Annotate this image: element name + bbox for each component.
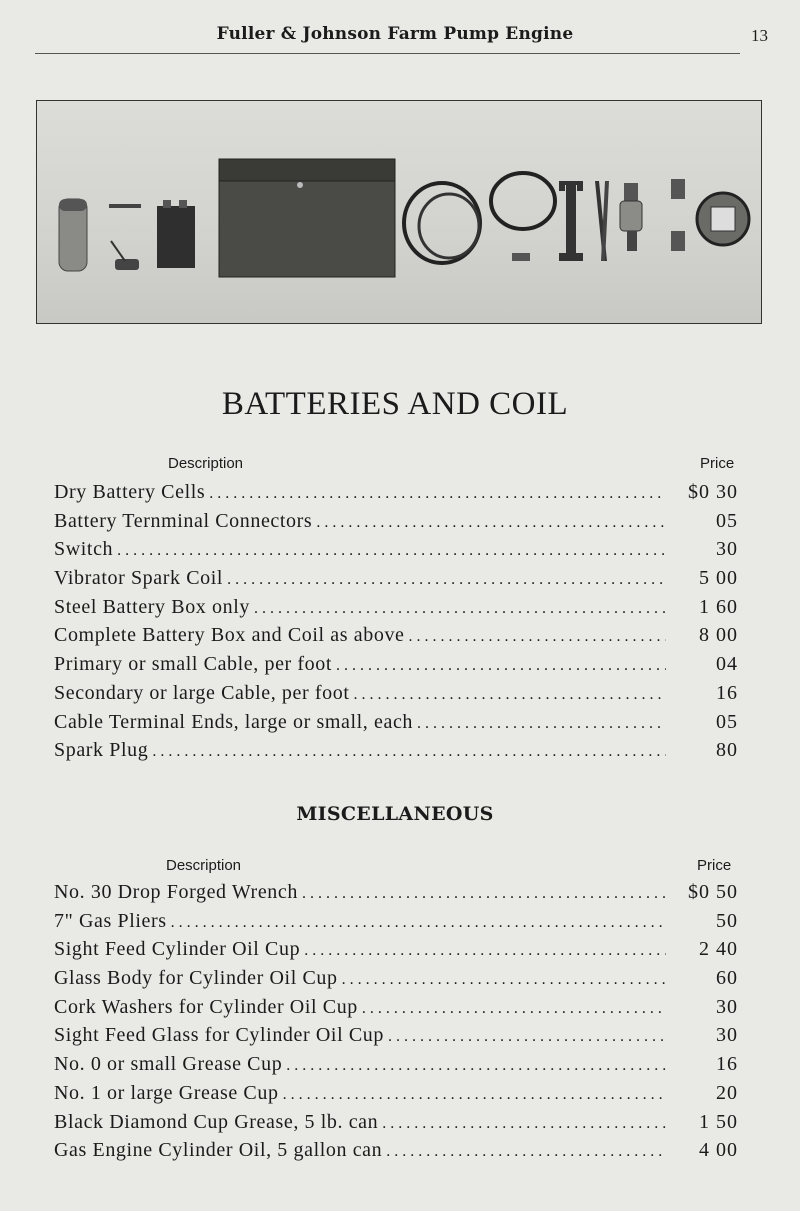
- miscellaneous-price-list: [54, 878, 744, 1165]
- item-price: 20: [716, 1081, 738, 1104]
- item-description: No. 1 or large Grease Cup . . .: [54, 1079, 666, 1109]
- list-item: [54, 621, 744, 650]
- page-header: [0, 22, 800, 50]
- list-item: [54, 878, 744, 907]
- item-price: 30: [716, 995, 738, 1018]
- item-price: 4 00: [699, 1139, 738, 1162]
- item-price: 30: [716, 1024, 738, 1047]
- list-item: [54, 1050, 744, 1079]
- page-number: 13: [751, 26, 768, 45]
- description-column-header: Description: [168, 455, 244, 472]
- description-column-header: Description: [166, 857, 242, 874]
- item-description: Dry Battery Cells . . .: [54, 478, 666, 508]
- item-price: 04: [716, 653, 738, 676]
- item-description: Secondary or large Cable, per foot . . .: [54, 679, 666, 709]
- item-description: Gas Engine Cylinder Oil, 5 gallon can . . .: [54, 1136, 666, 1166]
- item-price: $0 50: [688, 881, 738, 903]
- list-item: [54, 1021, 744, 1050]
- running-title: Fuller & Johnson Farm Pump Engine: [216, 24, 574, 44]
- price-column-header: Price: [697, 857, 732, 874]
- list-item: [54, 593, 744, 622]
- parts-illustration: [37, 101, 762, 324]
- parts-photograph: [36, 100, 762, 324]
- item-description: Cork Washers for Cylinder Oil Cup . . .: [54, 993, 666, 1023]
- item-price: 05: [716, 509, 738, 532]
- item-price: 8 00: [699, 624, 738, 647]
- item-description: Complete Battery Box and Coil as above . . .: [54, 621, 666, 651]
- item-description: No. 30 Drop Forged Wrench . . .: [54, 878, 666, 908]
- item-price: $0 30: [688, 481, 738, 503]
- item-description: Glass Body for Cylinder Oil Cup . . .: [54, 964, 666, 994]
- item-description: Sight Feed Cylinder Oil Cup . . .: [54, 935, 666, 965]
- list-item: [54, 679, 744, 708]
- item-price: 05: [716, 710, 738, 733]
- item-description: Black Diamond Cup Grease, 5 lb. can . . .: [54, 1108, 666, 1138]
- section-title-miscellaneous: MISCELLANEOUS: [296, 803, 494, 825]
- item-description: Switch . . .: [54, 535, 666, 565]
- item-price: 16: [716, 1053, 738, 1076]
- list-item: [54, 650, 744, 679]
- item-description: No. 0 or small Grease Cup . . .: [54, 1050, 666, 1080]
- item-description: 7" Gas Pliers . . .: [54, 907, 666, 937]
- item-description: Vibrator Spark Coil . . .: [54, 564, 666, 594]
- list-item: [54, 935, 744, 964]
- list-item: [54, 1079, 744, 1108]
- batteries-price-list: [54, 478, 744, 765]
- list-item: [54, 1108, 744, 1137]
- list-item: [54, 736, 744, 765]
- item-price: 50: [716, 909, 738, 932]
- list-item: [54, 964, 744, 993]
- item-description: Spark Plug . . .: [54, 736, 666, 766]
- list-item: [54, 1136, 744, 1165]
- item-price: 1 60: [699, 595, 738, 618]
- item-price: 1 50: [699, 1110, 738, 1133]
- list-item: [54, 564, 744, 593]
- list-item: [54, 993, 744, 1022]
- item-price: 80: [716, 739, 738, 762]
- item-price: 30: [716, 538, 738, 561]
- list-item: [54, 907, 744, 936]
- list-item: [54, 708, 744, 737]
- item-description: Steel Battery Box only . . .: [54, 593, 666, 623]
- list-item: [54, 507, 744, 536]
- item-price: 5 00: [699, 567, 738, 590]
- list-item: [54, 535, 744, 564]
- item-price: 2 40: [699, 938, 738, 961]
- list-item: [54, 478, 744, 507]
- item-description: Primary or small Cable, per foot . . .: [54, 650, 666, 680]
- section-title-batteries: BATTERIES AND COIL: [221, 386, 569, 422]
- item-price: 16: [716, 681, 738, 704]
- item-description: Battery Ternminal Connectors . . .: [54, 507, 666, 537]
- item-price: 60: [716, 967, 738, 990]
- header-rule: [35, 53, 740, 54]
- item-description: Sight Feed Glass for Cylinder Oil Cup . . .: [54, 1021, 666, 1051]
- item-description: Cable Terminal Ends, large or small, each . . .: [54, 708, 666, 738]
- price-column-header: Price: [700, 455, 735, 472]
